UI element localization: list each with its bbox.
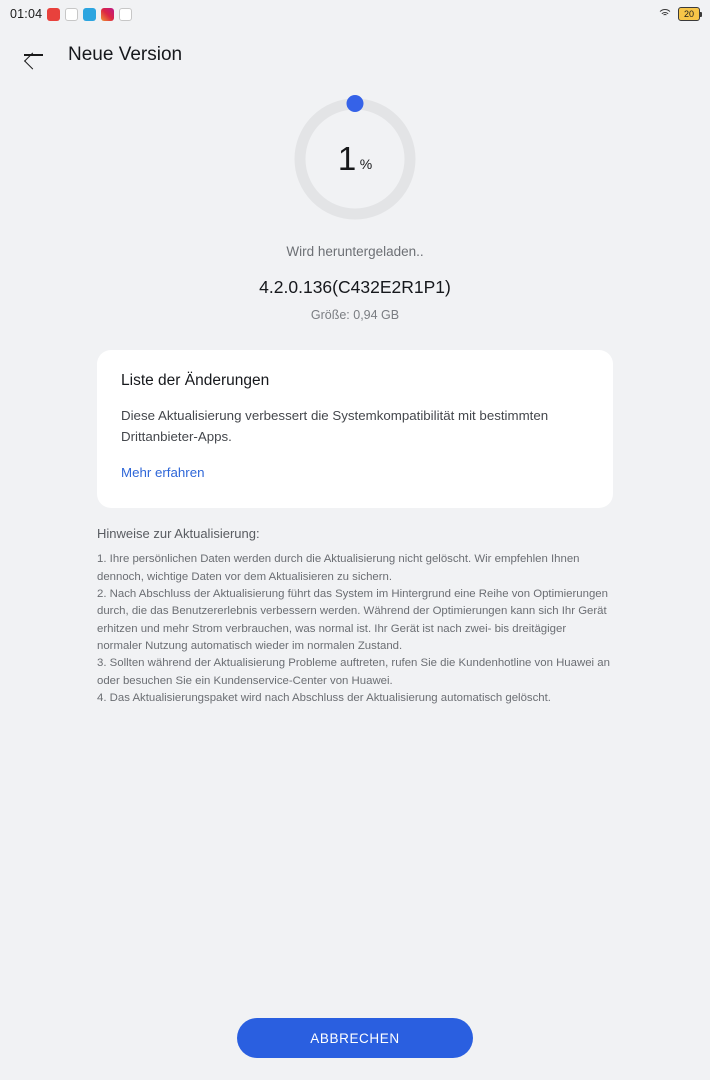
- status-bar-left: [10, 7, 132, 21]
- back-icon[interactable]: [22, 43, 46, 67]
- download-progress-section: [0, 96, 710, 322]
- app-icon: [65, 8, 78, 21]
- update-note-item: 2. Nach Abschluss der Aktualisierung führt das System im Hintergrund eine Reihe von Optimierungen durch, die das Benutzererlebnis verbessern werden. Während der Optimierungen kann sich Ihr Gerät erhitzen und mehr Strom verbrauchen, was normal ist. Ihr Gerät ist nach zwei- bis dreitägiger normaler Nutzung automatisch wieder im normalen Zustand.: [97, 587, 608, 652]
- learn-more-link[interactable]: Mehr erfahren: [121, 465, 205, 481]
- update-note-item: 3. Sollten während der Aktualisierung Probleme auftreten, rufen Sie die Kundenhotline von Huawei an oder besuchen Sie ein Kundenservice-Center von Huawei.: [97, 657, 610, 687]
- app-bar: [0, 28, 710, 82]
- changelog-card: [97, 350, 613, 508]
- cancel-button[interactable]: ABBRECHEN: [237, 1018, 473, 1058]
- status-bar: [0, 0, 710, 28]
- wifi-icon: [657, 8, 672, 20]
- update-note-item: 4. Das Aktualisierungspaket wird nach Abschluss der Aktualisierung automatisch gelöscht.: [97, 691, 551, 704]
- battery-indicator: 20: [678, 7, 700, 21]
- clock: 01:04: [10, 7, 43, 21]
- update-notes-title: Hinweise zur Aktualisierung:: [97, 526, 260, 542]
- progress-ring: [292, 96, 418, 222]
- update-notes-list: [97, 551, 613, 707]
- instagram-icon: [101, 8, 114, 21]
- update-note-item: 1. Ihre persönlichen Daten werden durch die Aktualisierung nicht gelöscht. Wir empfehlen Ihnen dennoch, wichtige Daten vor dem Aktualisieren zu sichern.: [97, 553, 580, 583]
- app-icon-2: [119, 8, 132, 21]
- update-notes: [97, 526, 613, 707]
- progress-percent-value: 1: [337, 140, 357, 177]
- package-size: Größe: 0,94 GB: [310, 308, 400, 322]
- changelog-title: Liste der Änderungen: [121, 372, 270, 389]
- shield-icon: [47, 8, 60, 21]
- telegram-icon: [83, 8, 96, 21]
- progress-label: [292, 96, 418, 222]
- progress-percent-sign: %: [359, 156, 373, 172]
- status-bar-right: [657, 7, 700, 21]
- version-number: 4.2.0.136(C432E2R1P1): [259, 277, 451, 297]
- download-status-text: Wird heruntergeladen..: [286, 244, 424, 259]
- page-title: Neue Version: [68, 44, 183, 65]
- bottom-bar: [0, 1018, 710, 1058]
- changelog-body: Diese Aktualisierung verbessert die Systemkompatibilität mit bestimmten Drittanbieter-Apps.: [121, 408, 549, 444]
